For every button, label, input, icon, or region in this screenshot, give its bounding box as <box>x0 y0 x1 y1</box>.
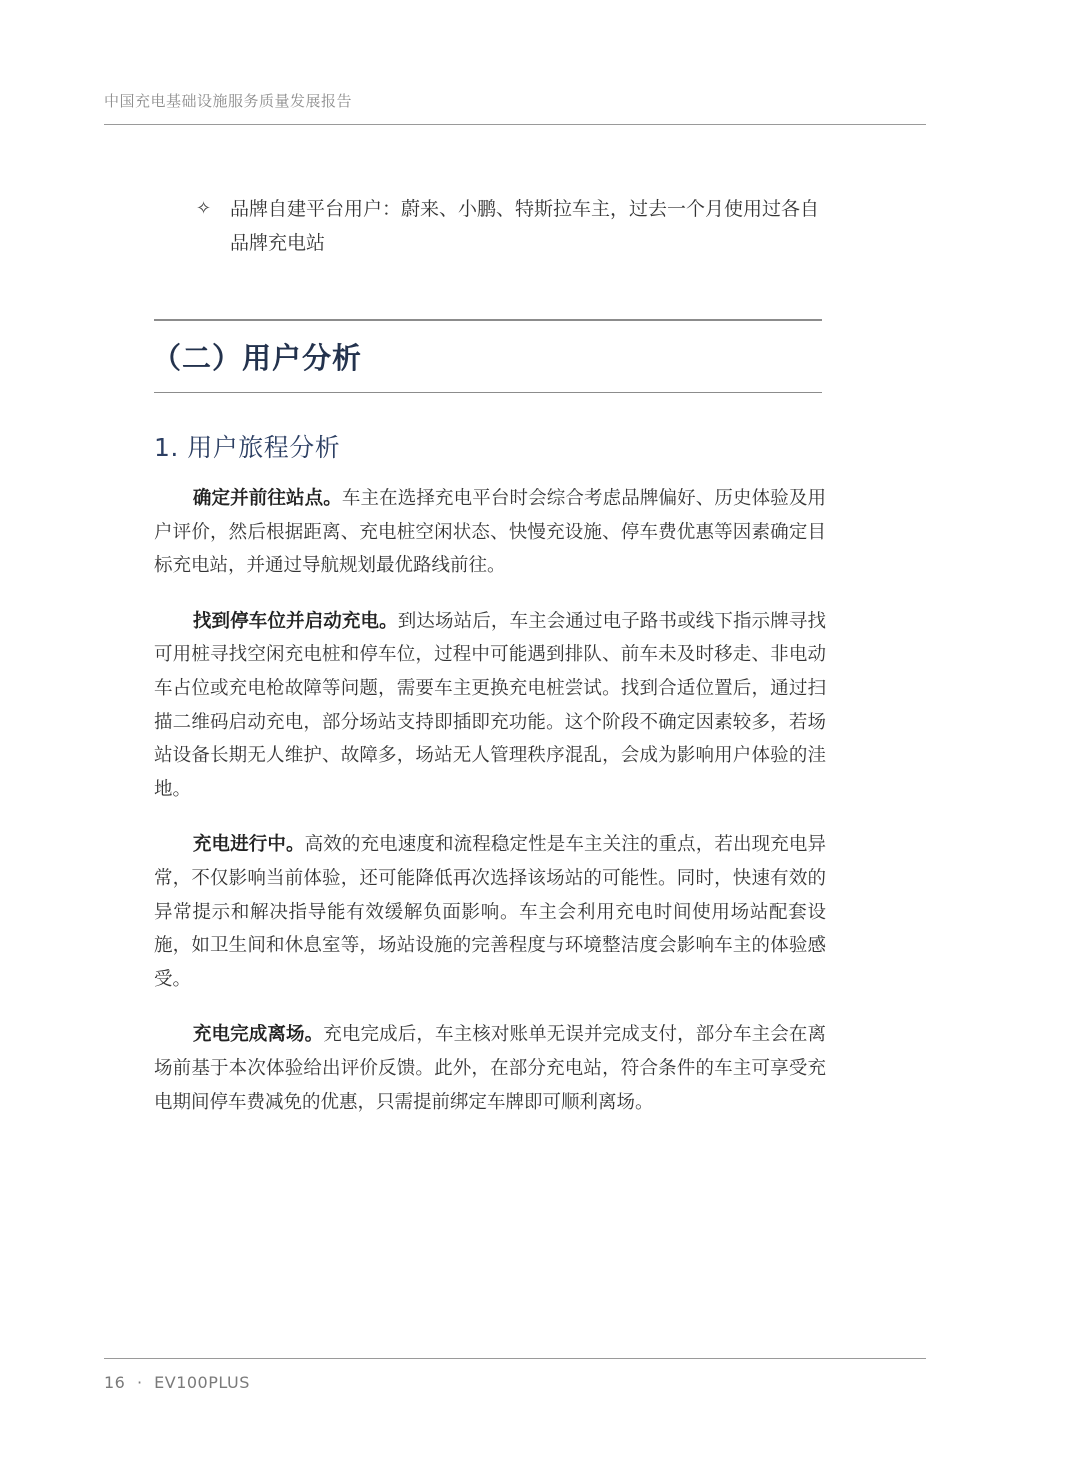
paragraph-lead: 确定并前往站点。 <box>192 488 342 509</box>
paragraph-lead: 充电进行中。 <box>192 834 305 856</box>
paragraph-text: 充电完成后，车主核对账单无误并完成支付，部分车主会在离场前基于本次体验给出评价反馈。此外，在部分充电站，符合条件的车主可享受充电期间停车费减免的优惠，只需提前绑定车牌即可顺利离场。 <box>154 1024 826 1113</box>
paragraph-1 <box>154 482 826 583</box>
paragraph-text: 车主在选择充电平台时会综合考虑品牌偏好、历史体验及用户评价，然后根据距离、充电桩空闲状态、快慢充设施、停车费优惠等因素确定目标充电站，并通过导航规划最优路线前往。 <box>154 488 826 577</box>
body-text <box>154 482 826 1141</box>
footer-separator: · <box>136 1373 143 1392</box>
diamond-outline-icon: ✧ <box>196 198 212 219</box>
section-divider-top <box>154 319 822 321</box>
page-number: 16 <box>104 1373 126 1392</box>
section-title: （二）用户分析 <box>152 341 363 375</box>
paragraph-text: 到达场站后，车主会通过电子路书或线下指示牌寻找可用桩寻找空闲充电桩和停车位，过程中可能遇到排队、前车未及时移走、非电动车占位或充电枪故障等问题，需要车主更换充电桩尝试。找到合适位置后，通过扫描二维码启动充电，部分场站支持即插即充功能。这个阶段不确定因素较多，若场站设备长期无人维护、故障多，场站无人管理秩序混乱，会成为影响用户体验的洼地。 <box>154 610 826 800</box>
paragraph-3 <box>154 828 826 996</box>
footer-brand: EV100PLUS <box>154 1373 250 1392</box>
subsection-title: 1. 用户旅程分析 <box>154 433 341 462</box>
section-divider-bottom <box>154 392 822 393</box>
paragraph-lead: 找到停车位并启动充电。 <box>192 610 398 632</box>
paragraph-text: 高效的充电速度和流程稳定性是车主关注的重点，若出现充电异常，不仅影响当前体验，还可能降低再次选择该场站的可能性。同时，快速有效的异常提示和解决指导能有效缓解负面影响。车主会利用充电时间使用场站配套设施，如卫生间和休息室等，场站设施的完善程度与环境整洁度会影响车主的体验感受。 <box>154 834 826 990</box>
paragraph-2 <box>154 605 826 807</box>
paragraph-lead: 充电完成离场。 <box>192 1024 324 1046</box>
header-divider <box>104 124 926 125</box>
bullet-item <box>196 192 836 260</box>
paragraph-4 <box>154 1018 826 1119</box>
page-footer <box>104 1373 256 1392</box>
footer-divider <box>104 1358 926 1359</box>
running-header: 中国充电基础设施服务质量发展报告 <box>104 92 353 110</box>
bullet-text: 品牌自建平台用户：蔚来、小鹏、特斯拉车主，过去一个月使用过各自品牌充电站 <box>230 198 820 254</box>
